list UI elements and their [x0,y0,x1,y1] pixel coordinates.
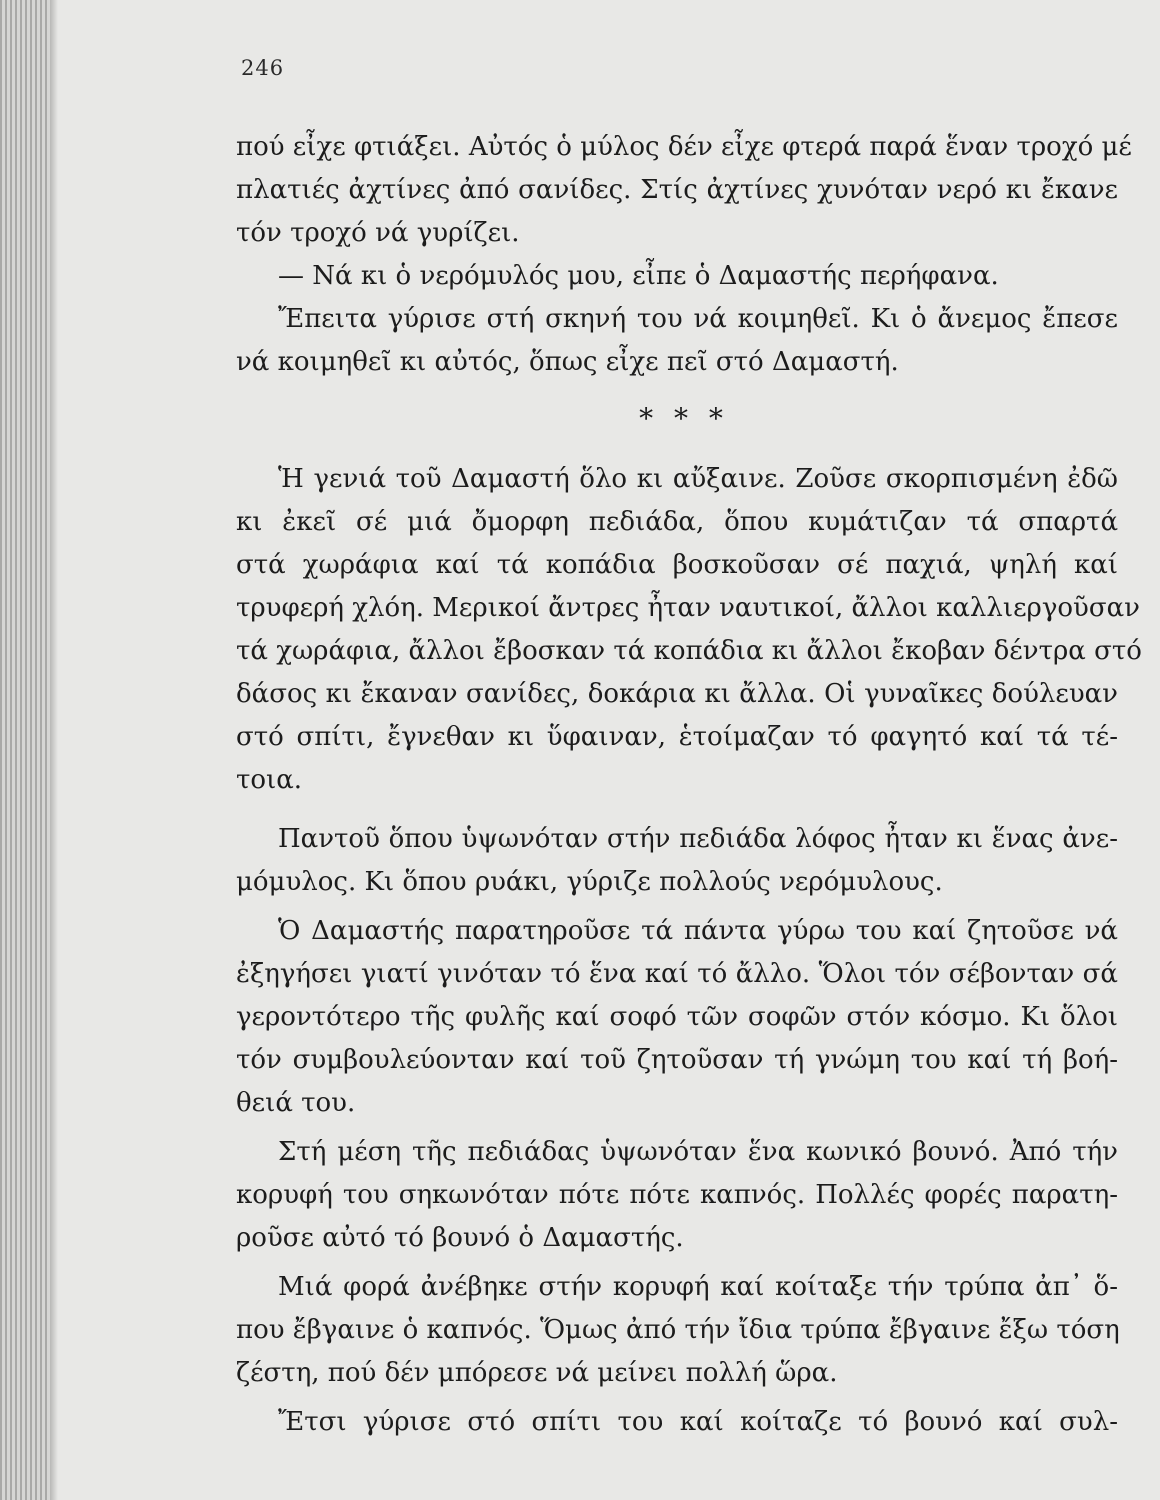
text-line: πλατιές ἀχτίνες ἀπό σανίδες. Στίς ἀχτίνες χυνόταν νερό κι ἔκανε [236,175,1118,205]
text-line: Ἔπειτα γύρισε στή σκηνή του νά κοιμηθεῖ. Κι ὁ ἄνεμος ἔπεσε [278,304,1118,334]
text-line: κι ἐκεῖ σέ μιά ὄμορφη πεδιάδα, ὅπου κυμάτιζαν τά σπαρτά [236,507,1118,537]
text-line: νά κοιμηθεῖ κι αὐτός, ὅπως εἶχε πεῖ στό Δαμαστή. [236,347,899,377]
text-line: δάσος κι ἔκαναν σανίδες, δοκάρια κι ἄλλα. Οἱ γυναῖκες δούλευαν [236,679,1118,709]
text-line: τόν τροχό νά γυρίζει. [236,218,520,248]
text-line: Ὁ Δαμαστής παρατηροῦσε τά πάντα γύρω του καί ζητοῦσε νά [278,916,1118,946]
text-line: Στή μέση τῆς πεδιάδας ὑψωνόταν ἕνα κωνικό βουνό. Ἀπό τήν [278,1137,1118,1167]
section-break-asterism: * * * [639,402,729,435]
text-line: τοια. [236,765,303,795]
book-page-edges [0,0,50,1500]
text-line: Ἡ γενιά τοῦ Δαμαστή ὅλο κι αὔξαινε. Ζοῦσε σκορπισμένη ἐδῶ [278,464,1118,494]
text-line: ἐξηγήσει γιατί γινόταν τό ἕνα καί τό ἄλλο. Ὅλοι τόν σέβονταν σά [236,959,1118,989]
text-line: Μιά φορά ἀνέβηκε στήν κορυφή καί κοίταξε τήν τρύπα ἀπ᾽ ὅ- [278,1272,1118,1302]
text-line: τά χωράφια, ἄλλοι ἔβοσκαν τά κοπάδια κι ἄλλοι ἔκοβαν δέντρα στό [236,636,1142,666]
text-line: γεροντότερο τῆς φυλῆς καί σοφό τῶν σοφῶν στόν κόσμο. Κι ὅλοι [236,1002,1118,1032]
text-line: που ἔβγαινε ὁ καπνός. Ὅμως ἀπό τήν ἴδια τρύπα ἔβγαινε ἔξω τόση [236,1315,1120,1345]
text-line: τόν συμβουλεύονταν καί τοῦ ζητοῦσαν τή γνώμη του καί τή βοή- [236,1045,1118,1075]
text-line: Παντοῦ ὅπου ὑψωνόταν στήν πεδιάδα λόφος ἦταν κι ἕνας ἀνε- [278,824,1118,854]
page-number: 246 [241,56,285,80]
text-line: κορυφή του σηκωνόταν πότε πότε καπνός. Πολλές φορές παρατη- [236,1180,1118,1210]
text-line: μόμυλος. Κι ὅπου ρυάκι, γύριζε πολλούς νερόμυλους. [236,867,943,897]
text-line: στά χωράφια καί τά κοπάδια βοσκοῦσαν σέ παχιά, ψηλή καί [236,550,1118,580]
book-page [58,0,1160,1500]
text-line: στό σπίτι, ἔγνεθαν κι ὕφαιναν, ἑτοίμαζαν τό φαγητό καί τά τέ- [236,722,1118,752]
dialogue-line: — Νά κι ὁ νερόμυλός μου, εἶπε ὁ Δαμαστής περήφανα. [278,261,999,291]
text-line: ροῦσε αὐτό τό βουνό ὁ Δαμαστής. [236,1223,684,1253]
text-line: ζέστη, πού δέν μπόρεσε νά μείνει πολλή ὥρα. [236,1358,838,1388]
text-line: Ἔτσι γύρισε στό σπίτι του καί κοίταζε τό βουνό καί συλ- [278,1407,1118,1437]
text-line: τρυφερή χλόη. Μερικοί ἄντρες ἦταν ναυτικοί, ἄλλοι καλλιεργοῦσαν [236,593,1140,623]
text-line: θειά του. [236,1088,356,1118]
page-text [236,126,1142,1444]
text-line: πού εἶχε φτιάξει. Αὐτός ὁ μύλος δέν εἶχε φτερά παρά ἕναν τροχό μέ [236,132,1132,162]
